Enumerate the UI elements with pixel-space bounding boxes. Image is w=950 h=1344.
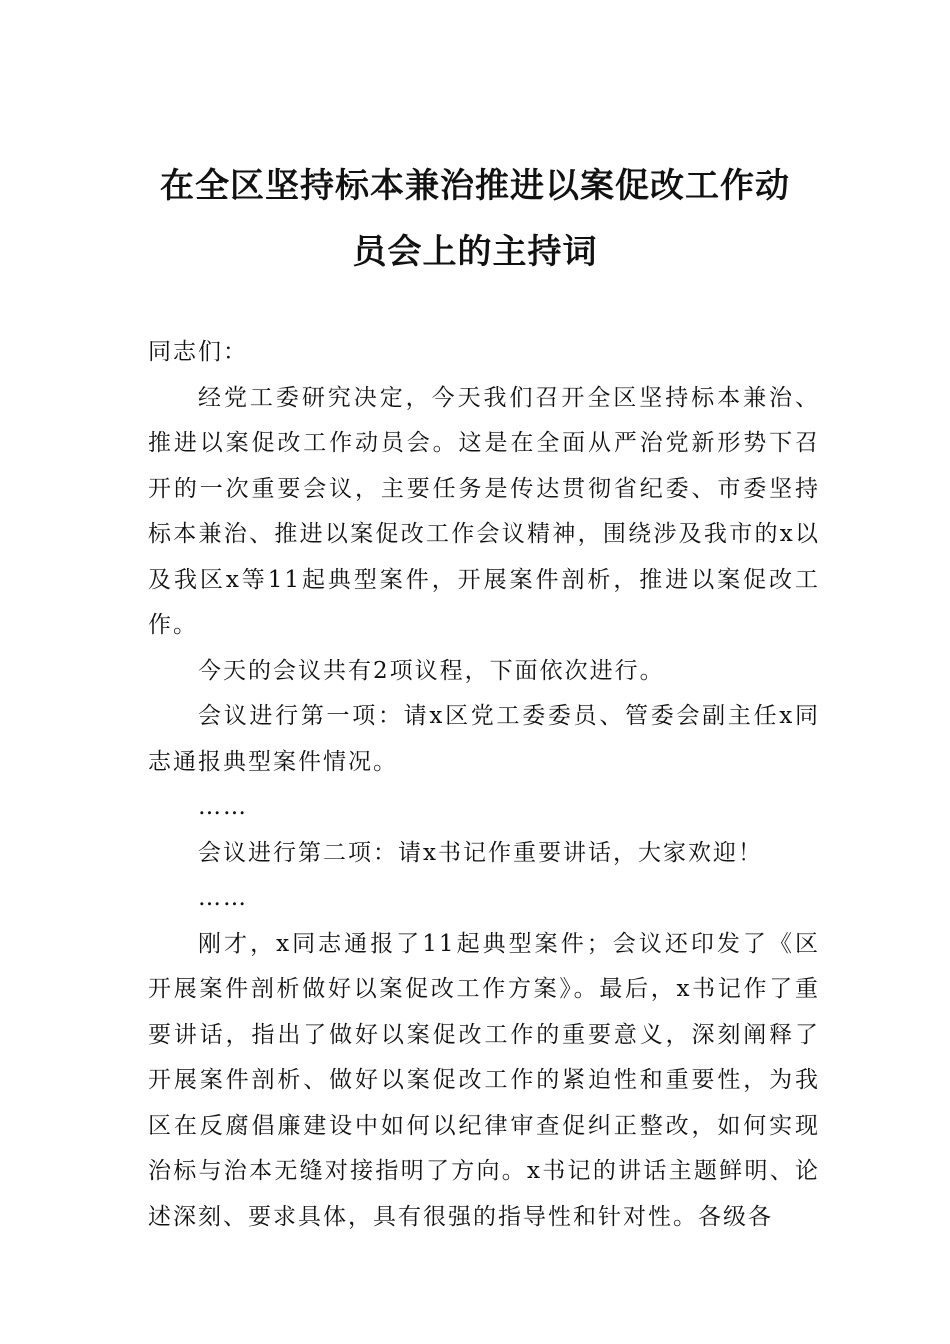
paragraph-ellipsis-1: …… — [198, 794, 248, 820]
paragraph-item-two: 会议进行第二项：请x书记作重要讲话，大家欢迎！ — [198, 839, 763, 866]
paragraph-intro: 经党工委研究决定，今天我们召开全区坚持标本兼治、推进以案促改工作动员会。这是在全面从严治党新形势下召开的一次重要会议，主要任务是传达贯彻省纪委、市委坚持标本兼治、推进以案促改工作会议精神，围绕涉及我市的x以及我区x等11起典型案件，开展案件剖析，推进以案促改工作。 — [148, 384, 820, 638]
paragraph-item-one: 会议进行第一项：请x区党工委委员、管委会副主任x同志通报典型案件情况。 — [148, 703, 820, 775]
document-title-line-2: 员会上的主持词 — [352, 232, 598, 272]
salutation: 同志们： — [148, 339, 248, 365]
document-body — [148, 330, 820, 1240]
paragraph-agenda: 今天的会议共有2项议程，下面依次进行。 — [198, 657, 665, 684]
paragraph-summary: 刚才，x同志通报了11起典型案件；会议还印发了《区开展案件剖析做好以案促改工作方案》。最后，x书记作了重要讲话，指出了做好以案促改工作的重要意义，深刻阐释了开展案件剖析、做好以案促改工作的紧迫性和重要性，为我区在反腐倡廉建设中如何以纪律审查促纠正整改，如何实现治标与治本无缝对接指明了方向。x书记的讲话主题鲜明、论述深刻、要求具体，具有很强的指导性和针对性。各级各 — [148, 930, 820, 1230]
paragraph-ellipsis-2: …… — [198, 885, 248, 911]
document-title-line-1: 在全区坚持标本兼治推进以案促改工作动 — [160, 166, 790, 206]
